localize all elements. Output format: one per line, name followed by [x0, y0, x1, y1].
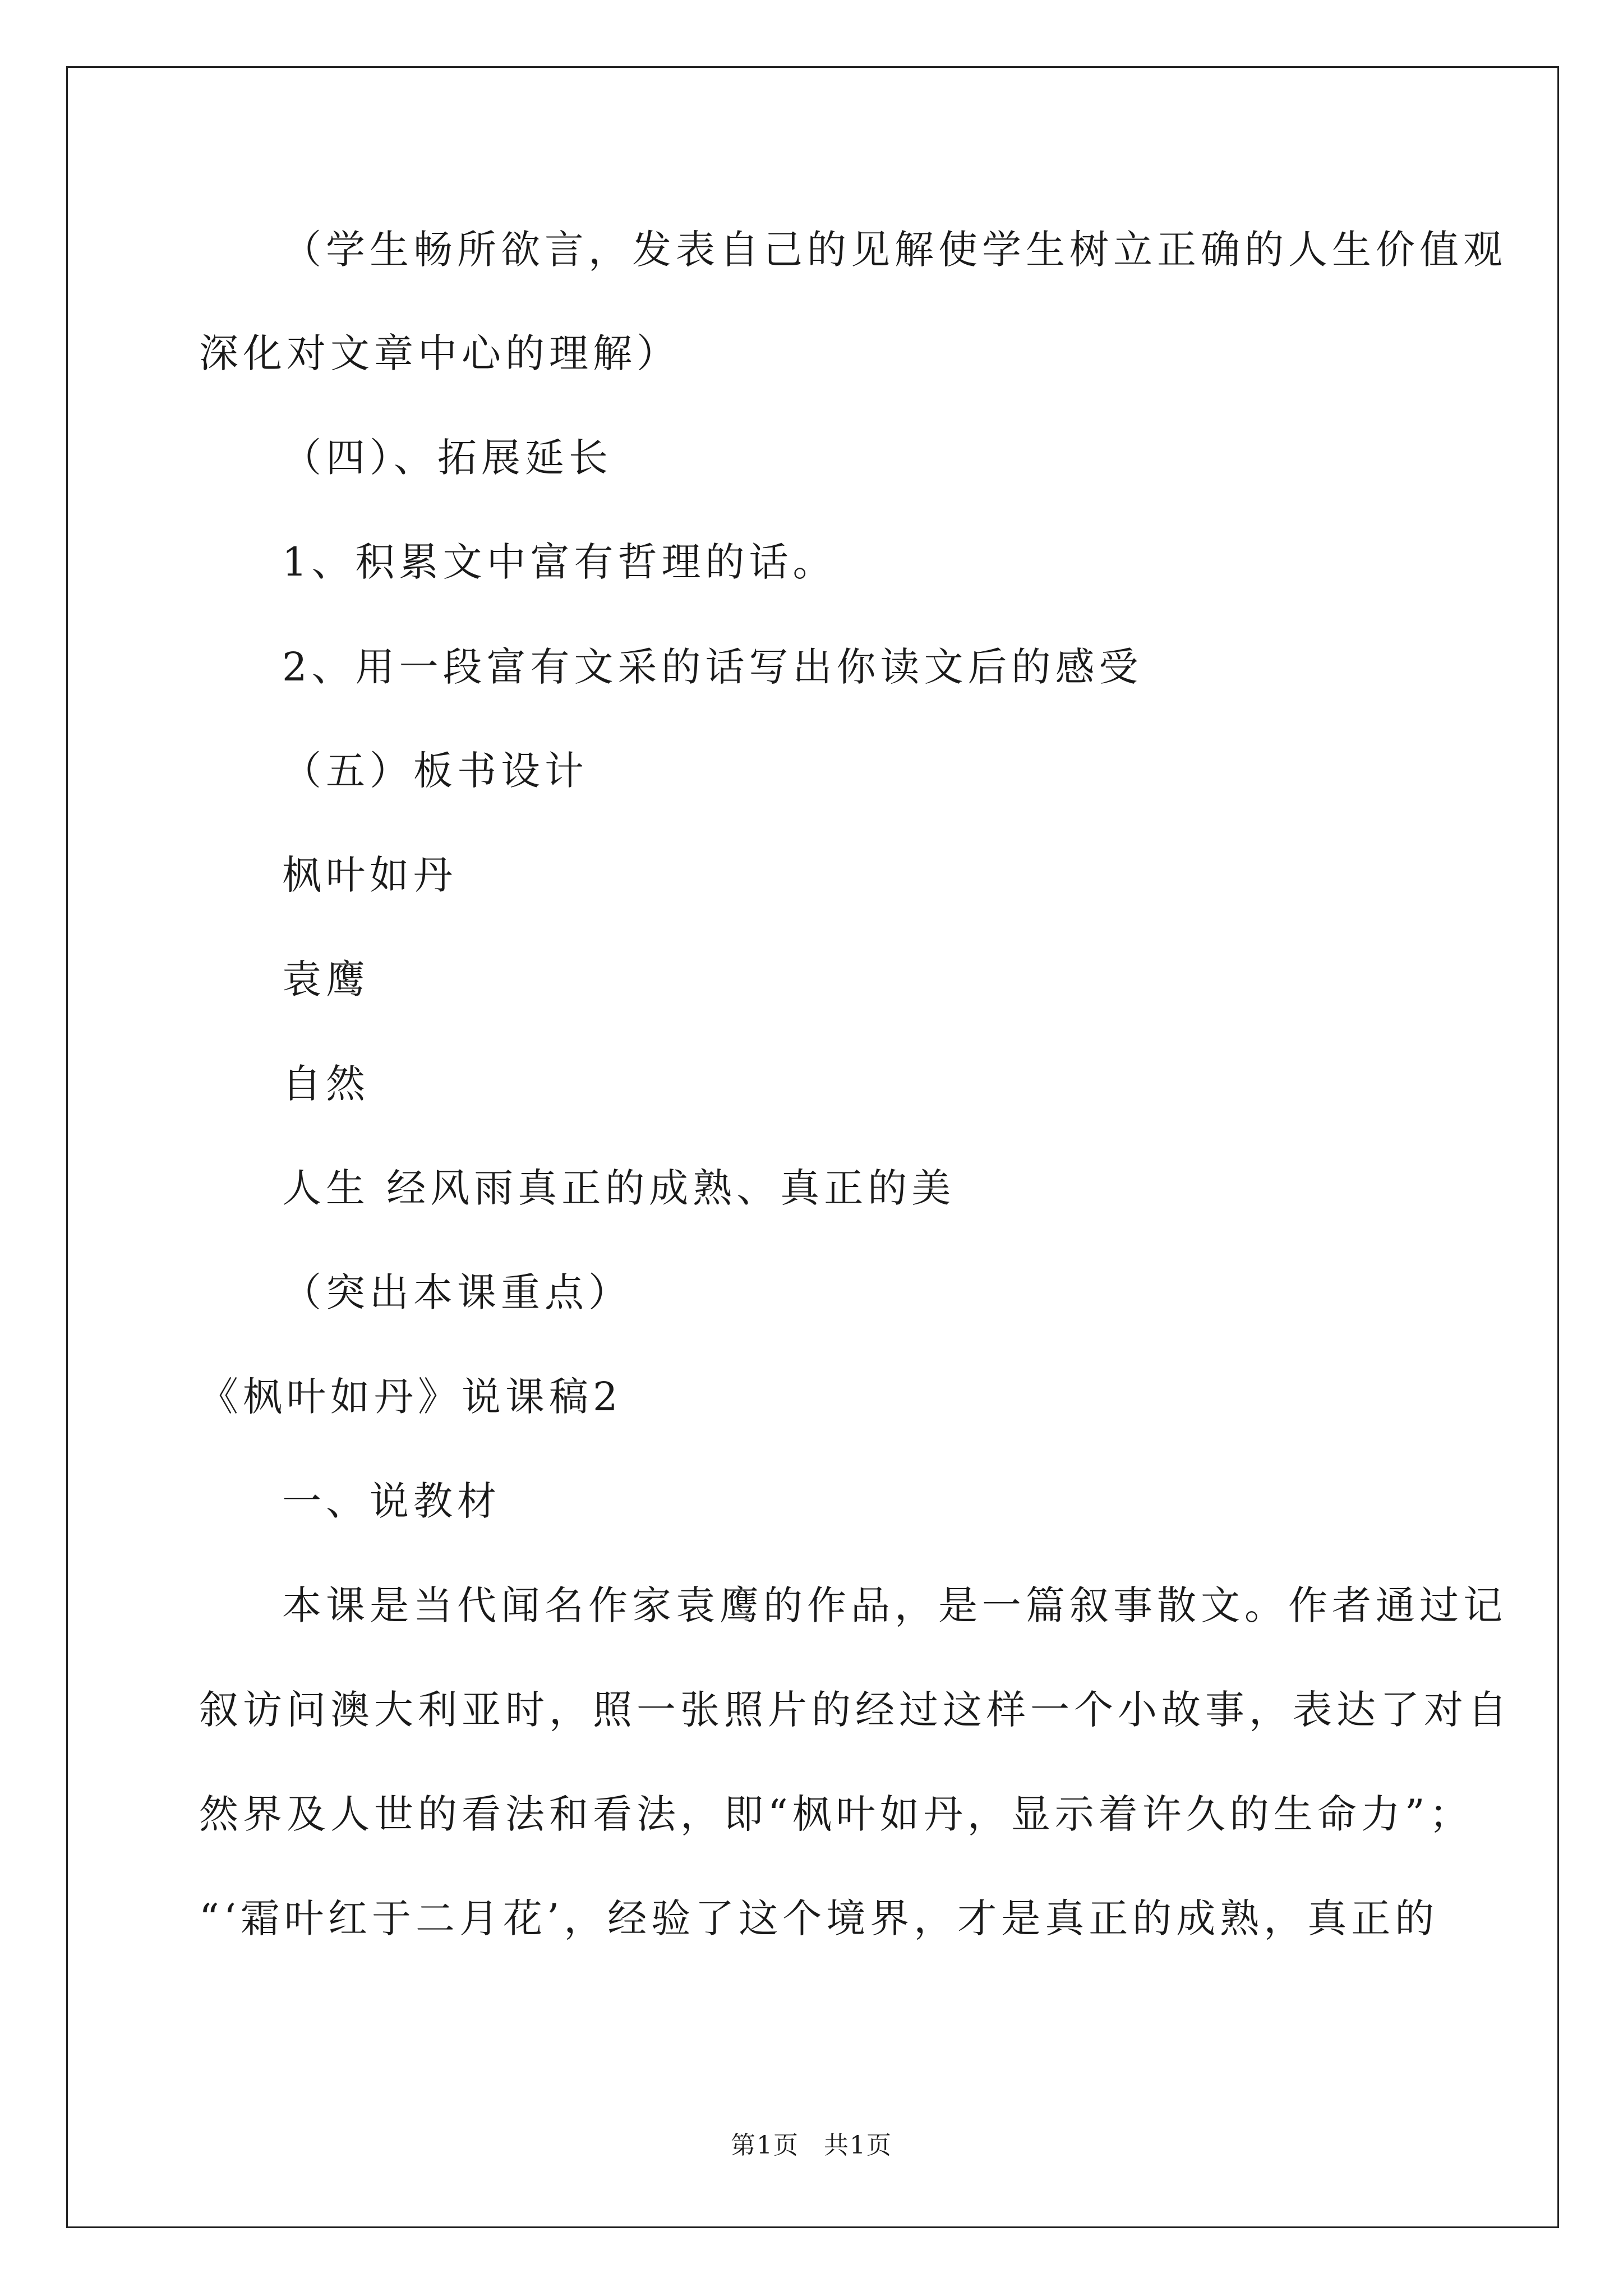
section-heading: 一、说教材 [282, 1478, 501, 1524]
document-title: 《枫叶如丹》说课稿2 [199, 1374, 623, 1420]
board-line: 自然 [282, 1061, 370, 1107]
paragraph-line: 深化对文章中心的理解） [199, 330, 680, 376]
paragraph-line: 本课是当代闻名作家袁鹰的作品，是一篇叙事散文。作者通过记 [282, 1582, 1507, 1628]
section-heading: （四）、拓展延长 [282, 435, 612, 481]
section-heading: （五）板书设计 [282, 748, 588, 794]
paragraph-line: 然界及人世的看法和看法，即“枫叶如丹，显示着许久的生命力”； [199, 1791, 1473, 1837]
page-number-total: 共1页 [824, 2131, 892, 2160]
board-line: 人生 经风雨真正的成熟、真正的美 [282, 1165, 956, 1211]
page-number-current: 第1页 [731, 2131, 799, 2160]
paragraph-line: “‘霜叶红于二月花’，经验了这个境界，才是真正的成熟，真正的 [199, 1895, 1439, 1941]
list-item: 2、用一段富有文采的话写出你读文后的感受 [282, 644, 1143, 690]
board-line: 枫叶如丹 [282, 852, 457, 898]
page-footer [0, 2129, 1623, 2162]
board-line: 袁鹰 [282, 956, 370, 1002]
paragraph-line: 叙访问澳大利亚时，照一张照片的经过这样一个小故事，表达了对自 [199, 1687, 1511, 1733]
paragraph-line: （突出本课重点） [282, 1269, 632, 1315]
paragraph-line: （学生畅所欲言，发表自己的见解使学生树立正确的人生价值观 [282, 227, 1507, 273]
list-item: 1、积累文中富有哲理的话。 [282, 539, 837, 585]
